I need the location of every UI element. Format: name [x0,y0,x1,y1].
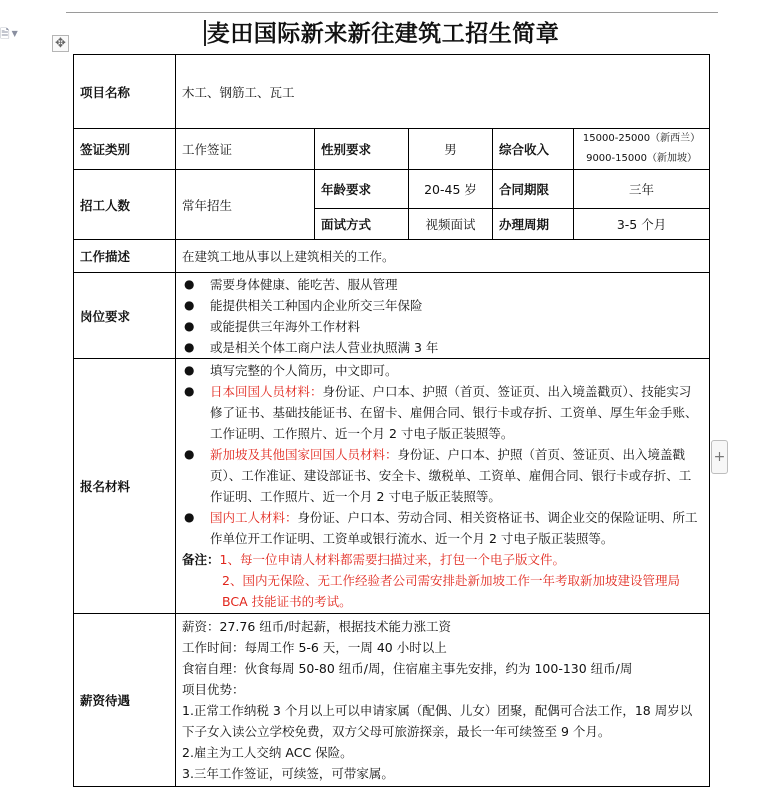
material-text: 身份证、户口本、护照（首页、签证页、出入境盖戳页）、技能实习修了证书、基础技能证书、在留卡、雇佣合同、银行卡或存折、工资单、厚生年金手账、工作证明、工作照片、近一个月 2 寸电子版正装照等。 [210,384,698,441]
title-text: 麦田国际新来新往建筑工招生简章 [206,20,560,47]
salary-line: 2.雇主为工人交纳 ACC 保险。 [182,745,353,760]
row-visa [74,129,710,170]
salary-line: 1.正常工作纳税 3 个月以上可以申请家属（配偶、儿女）团聚，配偶可合法工作，18 周岁以下子女入读公立学校免费，双方父母可旅游探亲，最长一年可续签至 9 个月。 [182,703,693,739]
visa-value: 工作签证 [176,129,315,170]
interview-value: 视频面试 [409,209,493,240]
income-line-nz: 15000-25000（新西兰） [582,133,701,144]
salary-line: 食宿自理：伙食每周 50-80 纽币/周，住宿雇主事先安排，约为 100-130 纽币/周 [182,661,633,676]
material-text: 填写完整的个人简历，中文即可。 [210,363,398,378]
income-label: 综合收入 [493,129,574,170]
material-item [182,444,703,507]
age-label: 年龄要求 [315,170,409,209]
income-value [574,129,710,170]
requirement-item: ● 或是相关个体工商户法人营业执照满 3 年 [182,337,703,358]
material-lead: 国内工人材料： [210,510,298,525]
materials-note-2: 2、国内无保险、无工作经验者公司需安排赴新加坡工作一年考取新加坡建设管理局 BCA 技能证书的考试。 [222,573,680,609]
materials-label: 报名材料 [74,359,176,614]
material-item [182,507,703,549]
salary-label: 薪资待遇 [74,614,176,787]
job-desc-label: 工作描述 [74,240,176,273]
row-salary [74,614,710,787]
recruit-label: 招工人数 [74,170,176,240]
row-recruit [74,170,710,209]
income-line-sg: 9000-15000（新加坡） [586,153,697,164]
chevron-down-icon[interactable]: ▼ [11,29,18,38]
materials-value [176,359,710,614]
requirements-value [176,273,710,359]
material-item [182,360,703,381]
period-label: 办理周期 [493,209,574,240]
material-text: 身份证、户口本、护照（首页、签证页、出入境盖戳页）、工作准证、建设部证书、安全卡、缴税单、工资单、雇佣合同、银行卡或存折、工作证明、工作照片、近一个月 2 寸电子版正装照等。 [210,447,692,504]
move-handle-icon[interactable]: ✥ [52,35,69,52]
requirements-label: 岗位要求 [74,273,176,359]
salary-line: 薪资：27.76 纽币/时起薪，根据技术能力涨工资 [182,619,451,634]
page-top-rule [66,12,718,13]
material-lead: 新加坡及其他国家回国人员材料： [210,447,398,462]
salary-line: 工作时间：每周工作 5-6 天，一周 40 小时以上 [182,640,447,655]
row-project [74,55,710,129]
requirement-item: ● 需要身体健康、能吃苦、服从管理 [182,274,703,295]
period-value: 3-5 个月 [574,209,710,240]
material-lead: 日本回国人员材料： [210,384,323,399]
salary-value [176,614,710,787]
contract-label: 合同期限 [493,170,574,209]
text-cursor [204,20,206,46]
project-label: 项目名称 [74,55,176,129]
visa-label: 签证类别 [74,129,176,170]
gender-value: 男 [409,129,493,170]
plus-icon[interactable]: + [711,440,728,474]
requirement-item: ● 或能提供三年海外工作材料 [182,316,703,337]
gender-label: 性别要求 [315,129,409,170]
material-item [182,381,703,444]
recruit-value: 常年招生 [176,170,315,240]
salary-line: 项目优势： [182,682,245,697]
job-desc-value: 在建筑工地从事以上建筑相关的工作。 [176,240,710,273]
row-materials [74,359,710,614]
contract-value: 三年 [574,170,710,209]
note-text: 1、每一位申请人材料都需要扫描过来，打包一个电子版文件。 [219,552,565,567]
row-job-desc [74,240,710,273]
materials-note-1 [182,549,703,570]
interview-label: 面试方式 [315,209,409,240]
salary-line: 3.三年工作签证，可续签，可带家属。 [182,766,394,781]
requirement-item: ● 能提供相关工种国内企业所交三年保险 [182,295,703,316]
document-title [0,16,763,52]
document-icon[interactable]: 🗎 ▼ [0,27,18,41]
material-text: 身份证、户口本、劳动合同、相关资格证书、调企业交的保险证明、所工作单位开工作证明、工资单或银行流水、近一个月 2 寸电子版正装照等。 [210,510,698,546]
note-label: 备注： [182,552,220,567]
age-value: 20-45 岁 [409,170,493,209]
recruitment-table [73,54,710,787]
project-value: 木工、钢筋工、瓦工 [176,55,710,129]
row-requirements [74,273,710,359]
